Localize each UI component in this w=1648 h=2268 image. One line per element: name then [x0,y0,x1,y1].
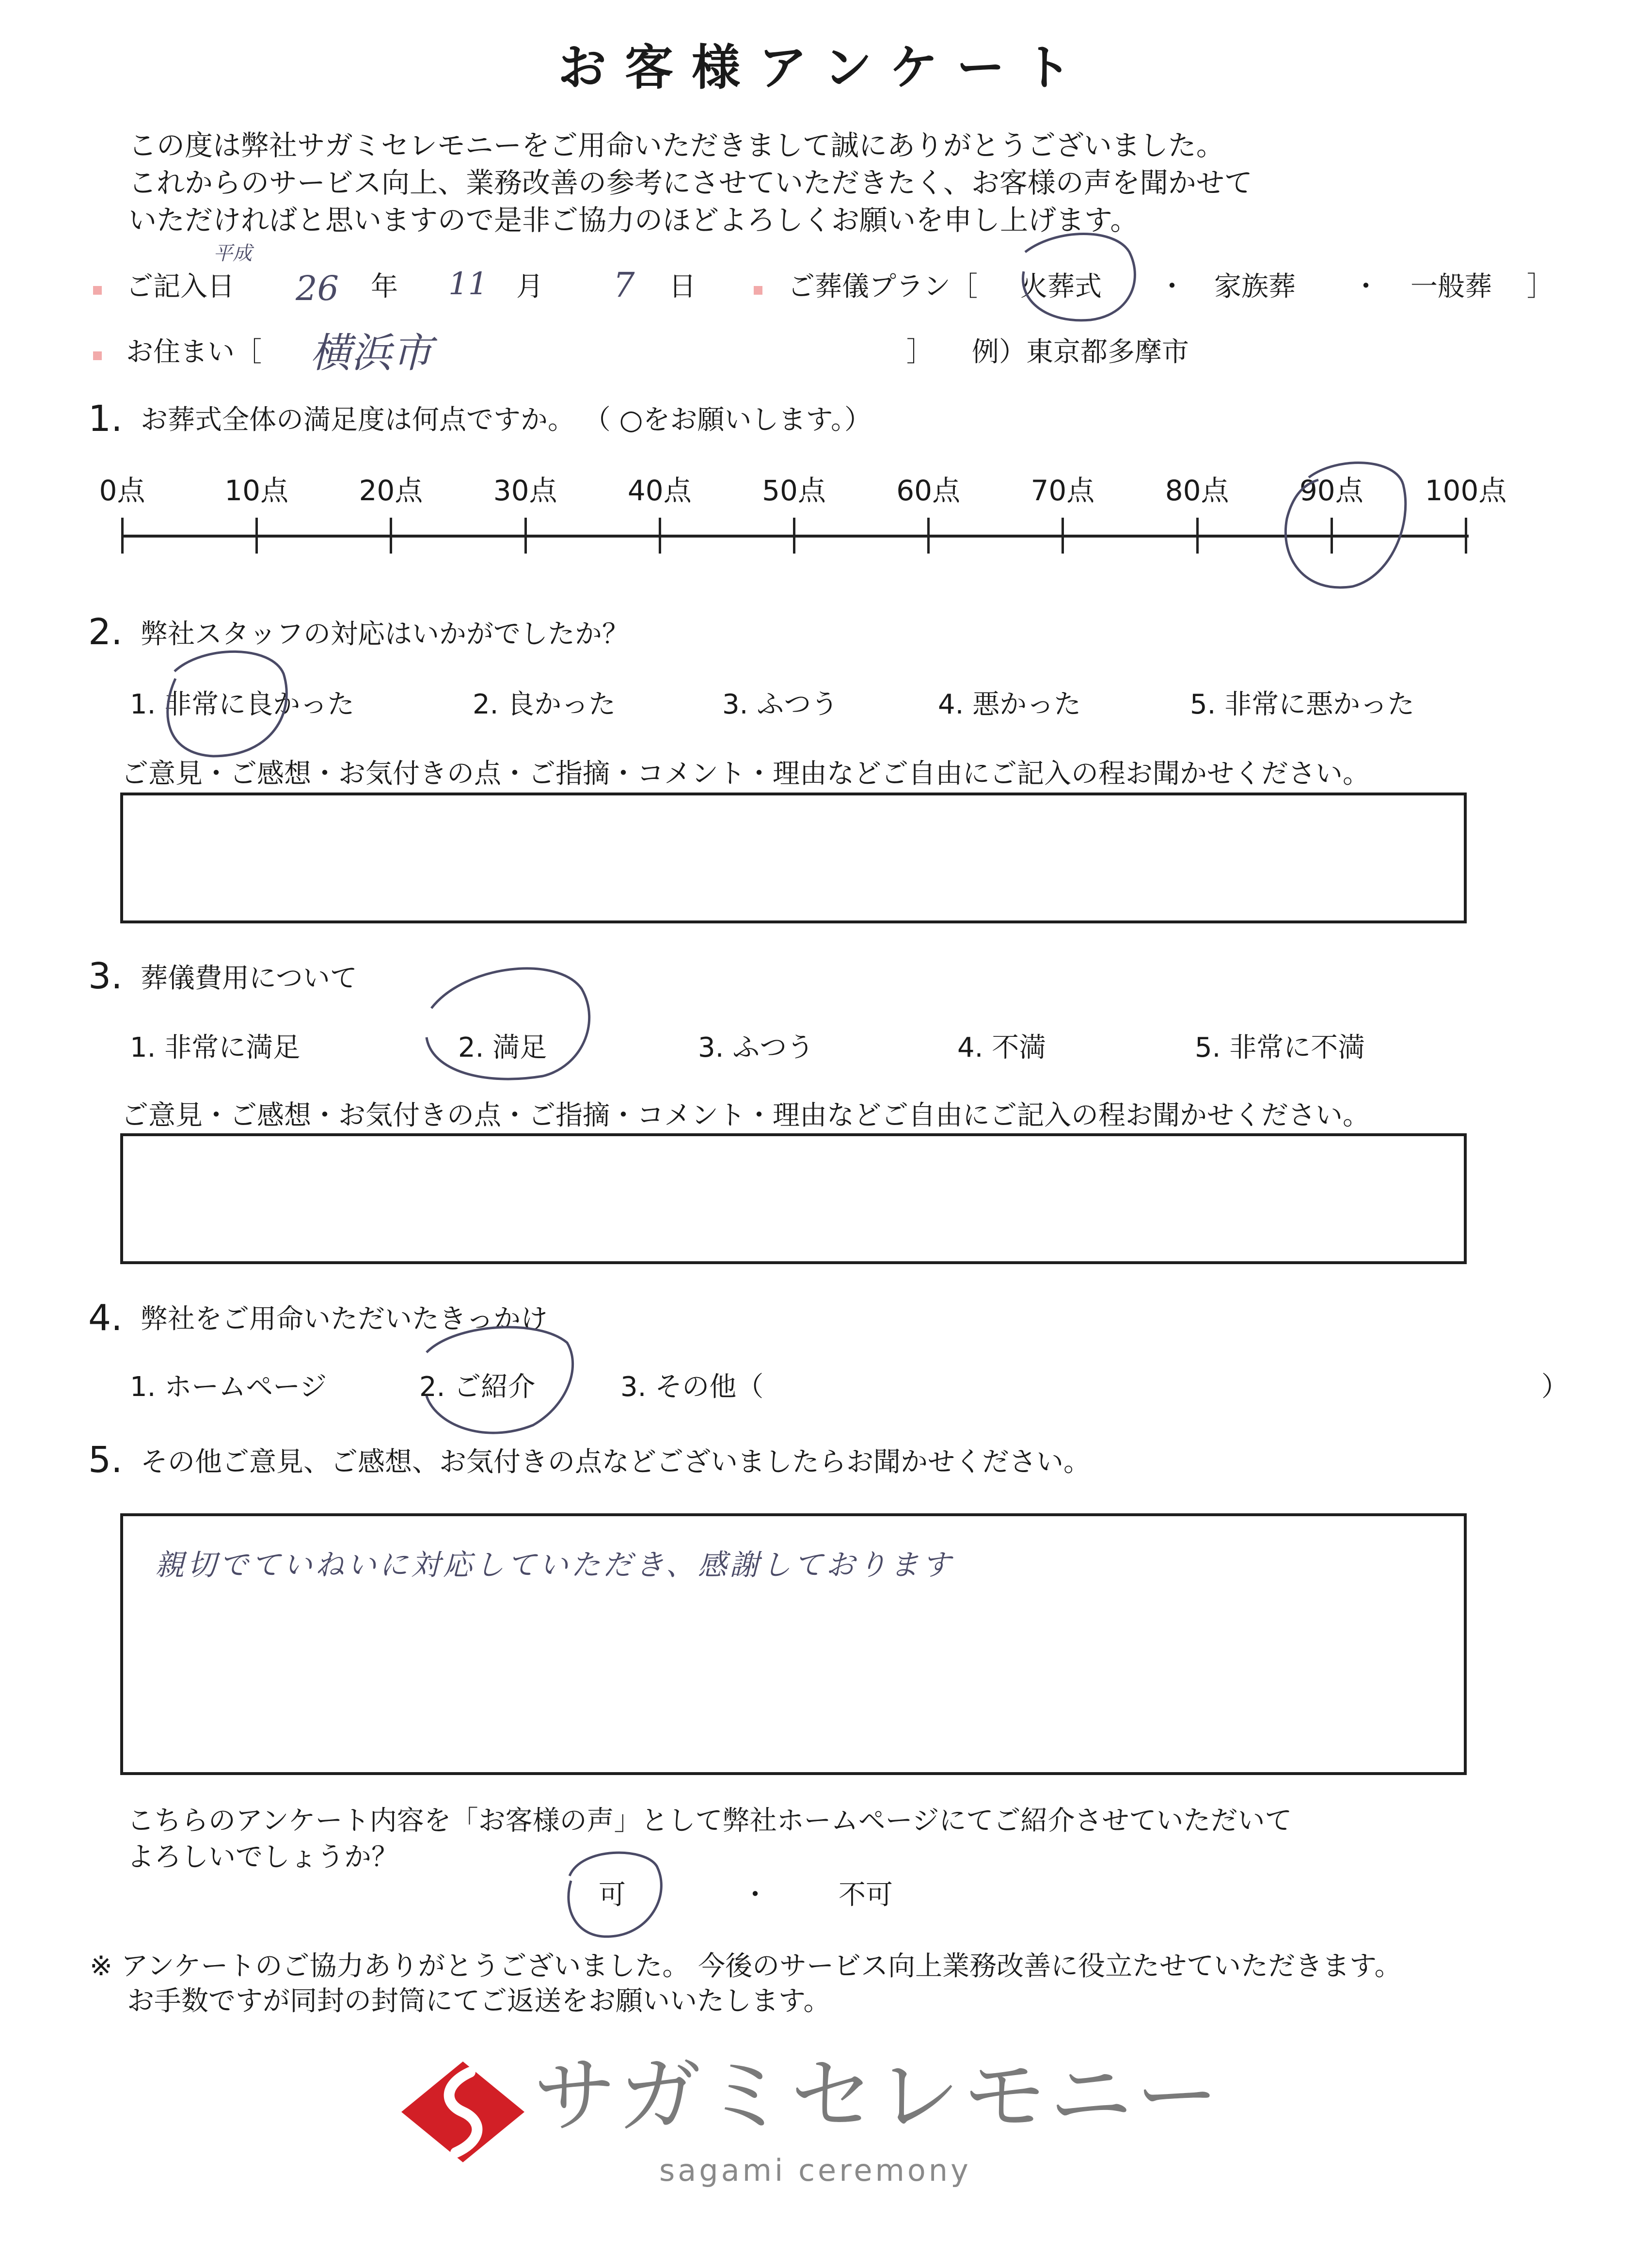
q2-question: 弊社スタッフの対応はいかがでしたか？ [141,619,629,650]
scale-option-2[interactable]: 20点 [359,474,423,507]
month-unit: 月 [516,271,543,302]
q4-option-2[interactable]: 2. ご紹介 [419,1371,536,1403]
q2-option-2[interactable]: 2. 良かった [473,689,616,720]
plan-option-general[interactable]: 一般葬 [1410,271,1492,302]
q2-option-5[interactable]: 5. 非常に悪かった [1190,689,1415,720]
q3-option-2[interactable]: 2. 満足 [458,1032,547,1063]
footer-note: お手数ですが同封の封筒にてご返送をお願いいたします。 [127,1985,831,2017]
plan-option-family[interactable]: 家族葬 [1214,271,1296,302]
scale-option-9[interactable]: 90点 [1299,474,1363,507]
footer-note: ※ アンケートのご協力ありがとうございました。 今後のサービス向上業務改善に役立たせていただきます。 [90,1951,1402,1982]
selection-circle [1023,234,1135,320]
entry-date-label: ご記入日 [126,271,235,302]
q2-option-4[interactable]: 4. 悪かった [938,689,1081,720]
q1-number: 1. [88,398,123,440]
scale-option-6[interactable]: 60点 [896,474,961,507]
q4-option-1[interactable]: 1. ホームページ [130,1371,327,1403]
plan-separator: ・ [1158,271,1186,302]
consent-question-line: こちらのアンケート内容を「お客様の声」として弊社ホームページにてご紹介させていただいて [127,1805,1292,1837]
intro-line: いただければと思いますので是非ご協力のほどよろしくお願いを申し上げます。 [128,204,1139,237]
day-unit: 日 [669,271,696,302]
scale-option-10[interactable]: 100点 [1425,474,1507,507]
q4-number: 4. [88,1297,123,1339]
entry-date-year[interactable]: 26 [296,269,339,308]
consent-question-line: よろしいでしょうか？ [127,1841,398,1873]
address-label: お住まい［ [126,336,262,368]
plan-option-cremation[interactable]: 火葬式 [1020,271,1102,302]
scale-option-0[interactable]: 0点 [99,474,145,507]
q2-number: 2. [88,611,123,653]
plan-bracket-close: ］ [1527,271,1554,302]
scale-option-4[interactable]: 40点 [627,474,692,507]
scale-option-1[interactable]: 10点 [224,474,289,507]
address-value[interactable]: 横浜市 [310,329,433,377]
q2-option-3[interactable]: 3. ふつう [722,689,839,720]
q3-option-4[interactable]: 4. 不満 [957,1032,1046,1063]
q2-comment-label: ご意見・ご感想・お気付きの点・ご指摘・コメント・理由などご自由にご記入の程お聞かせください。 [121,758,1370,790]
q3-question: 葬儀費用について [141,963,357,994]
q3-option-3[interactable]: 3. ふつう [698,1032,814,1063]
selection-circle [168,651,287,756]
q5-number: 5. [88,1439,123,1481]
q4-option-3[interactable]: 3. その他（ [620,1371,764,1403]
q1-question: お葬式全体の満足度は何点ですか。 （ ○をお願いします。） [141,404,872,436]
plan-label: ご葬儀プラン［ [788,271,978,302]
q3-comment-label: ご意見・ご感想・お気付きの点・ご指摘・コメント・理由などご自由にご記入の程お聞かせください。 [121,1100,1370,1131]
q2-option-1[interactable]: 1. 非常に良かった [130,689,355,720]
company-logo-sub: sagami ceremony [659,2153,971,2188]
intro-line: これからのサービス向上、業務改善の参考にさせていただきたく、お客様の声を聞かせて [128,166,1252,200]
consent-no[interactable]: 不可 [839,1879,893,1911]
q4-bracket-close: ） [1541,1371,1569,1403]
address-example: 例）東京都多摩市 [972,336,1189,368]
q5-answer[interactable]: 親切でていねいに対応していただき、感謝しております [155,1548,954,1582]
entry-date-day[interactable]: 7 [613,265,635,305]
scale-option-8[interactable]: 80点 [1165,474,1229,507]
q5-question: その他ご意見、ご感想、お気付きの点などございましたらお聞かせください。 [141,1446,1091,1478]
scale-option-5[interactable]: 50点 [762,474,826,507]
entry-date-era[interactable]: 平成 [213,242,252,265]
consent-yes[interactable]: 可 [599,1879,626,1911]
q3-option-1[interactable]: 1. 非常に満足 [130,1032,301,1063]
plan-separator: ・ [1352,271,1379,302]
selection-circle [569,1853,661,1936]
q3-option-5[interactable]: 5. 非常に不満 [1195,1032,1365,1063]
company-logo-name: サガミセレモニー [533,2047,1222,2144]
selection-circle [427,968,589,1079]
scale-option-3[interactable]: 30点 [493,474,557,507]
q4-question: 弊社をご用命いただいたきっかけ [141,1303,548,1335]
consent-separator: ・ [742,1879,769,1911]
q3-number: 3. [88,955,123,997]
selection-circle [1285,463,1405,587]
address-bracket-close: ］ [906,336,934,368]
intro-line: この度は弊社サガミセレモニーをご用命いただきまして誠にありがとうございました。 [128,129,1224,162]
scale-option-7[interactable]: 70点 [1030,474,1095,507]
year-unit: 年 [371,271,398,302]
selection-circle [427,1327,573,1433]
entry-date-month[interactable]: 11 [448,266,488,302]
page-title: お客様アンケート [558,39,1090,96]
